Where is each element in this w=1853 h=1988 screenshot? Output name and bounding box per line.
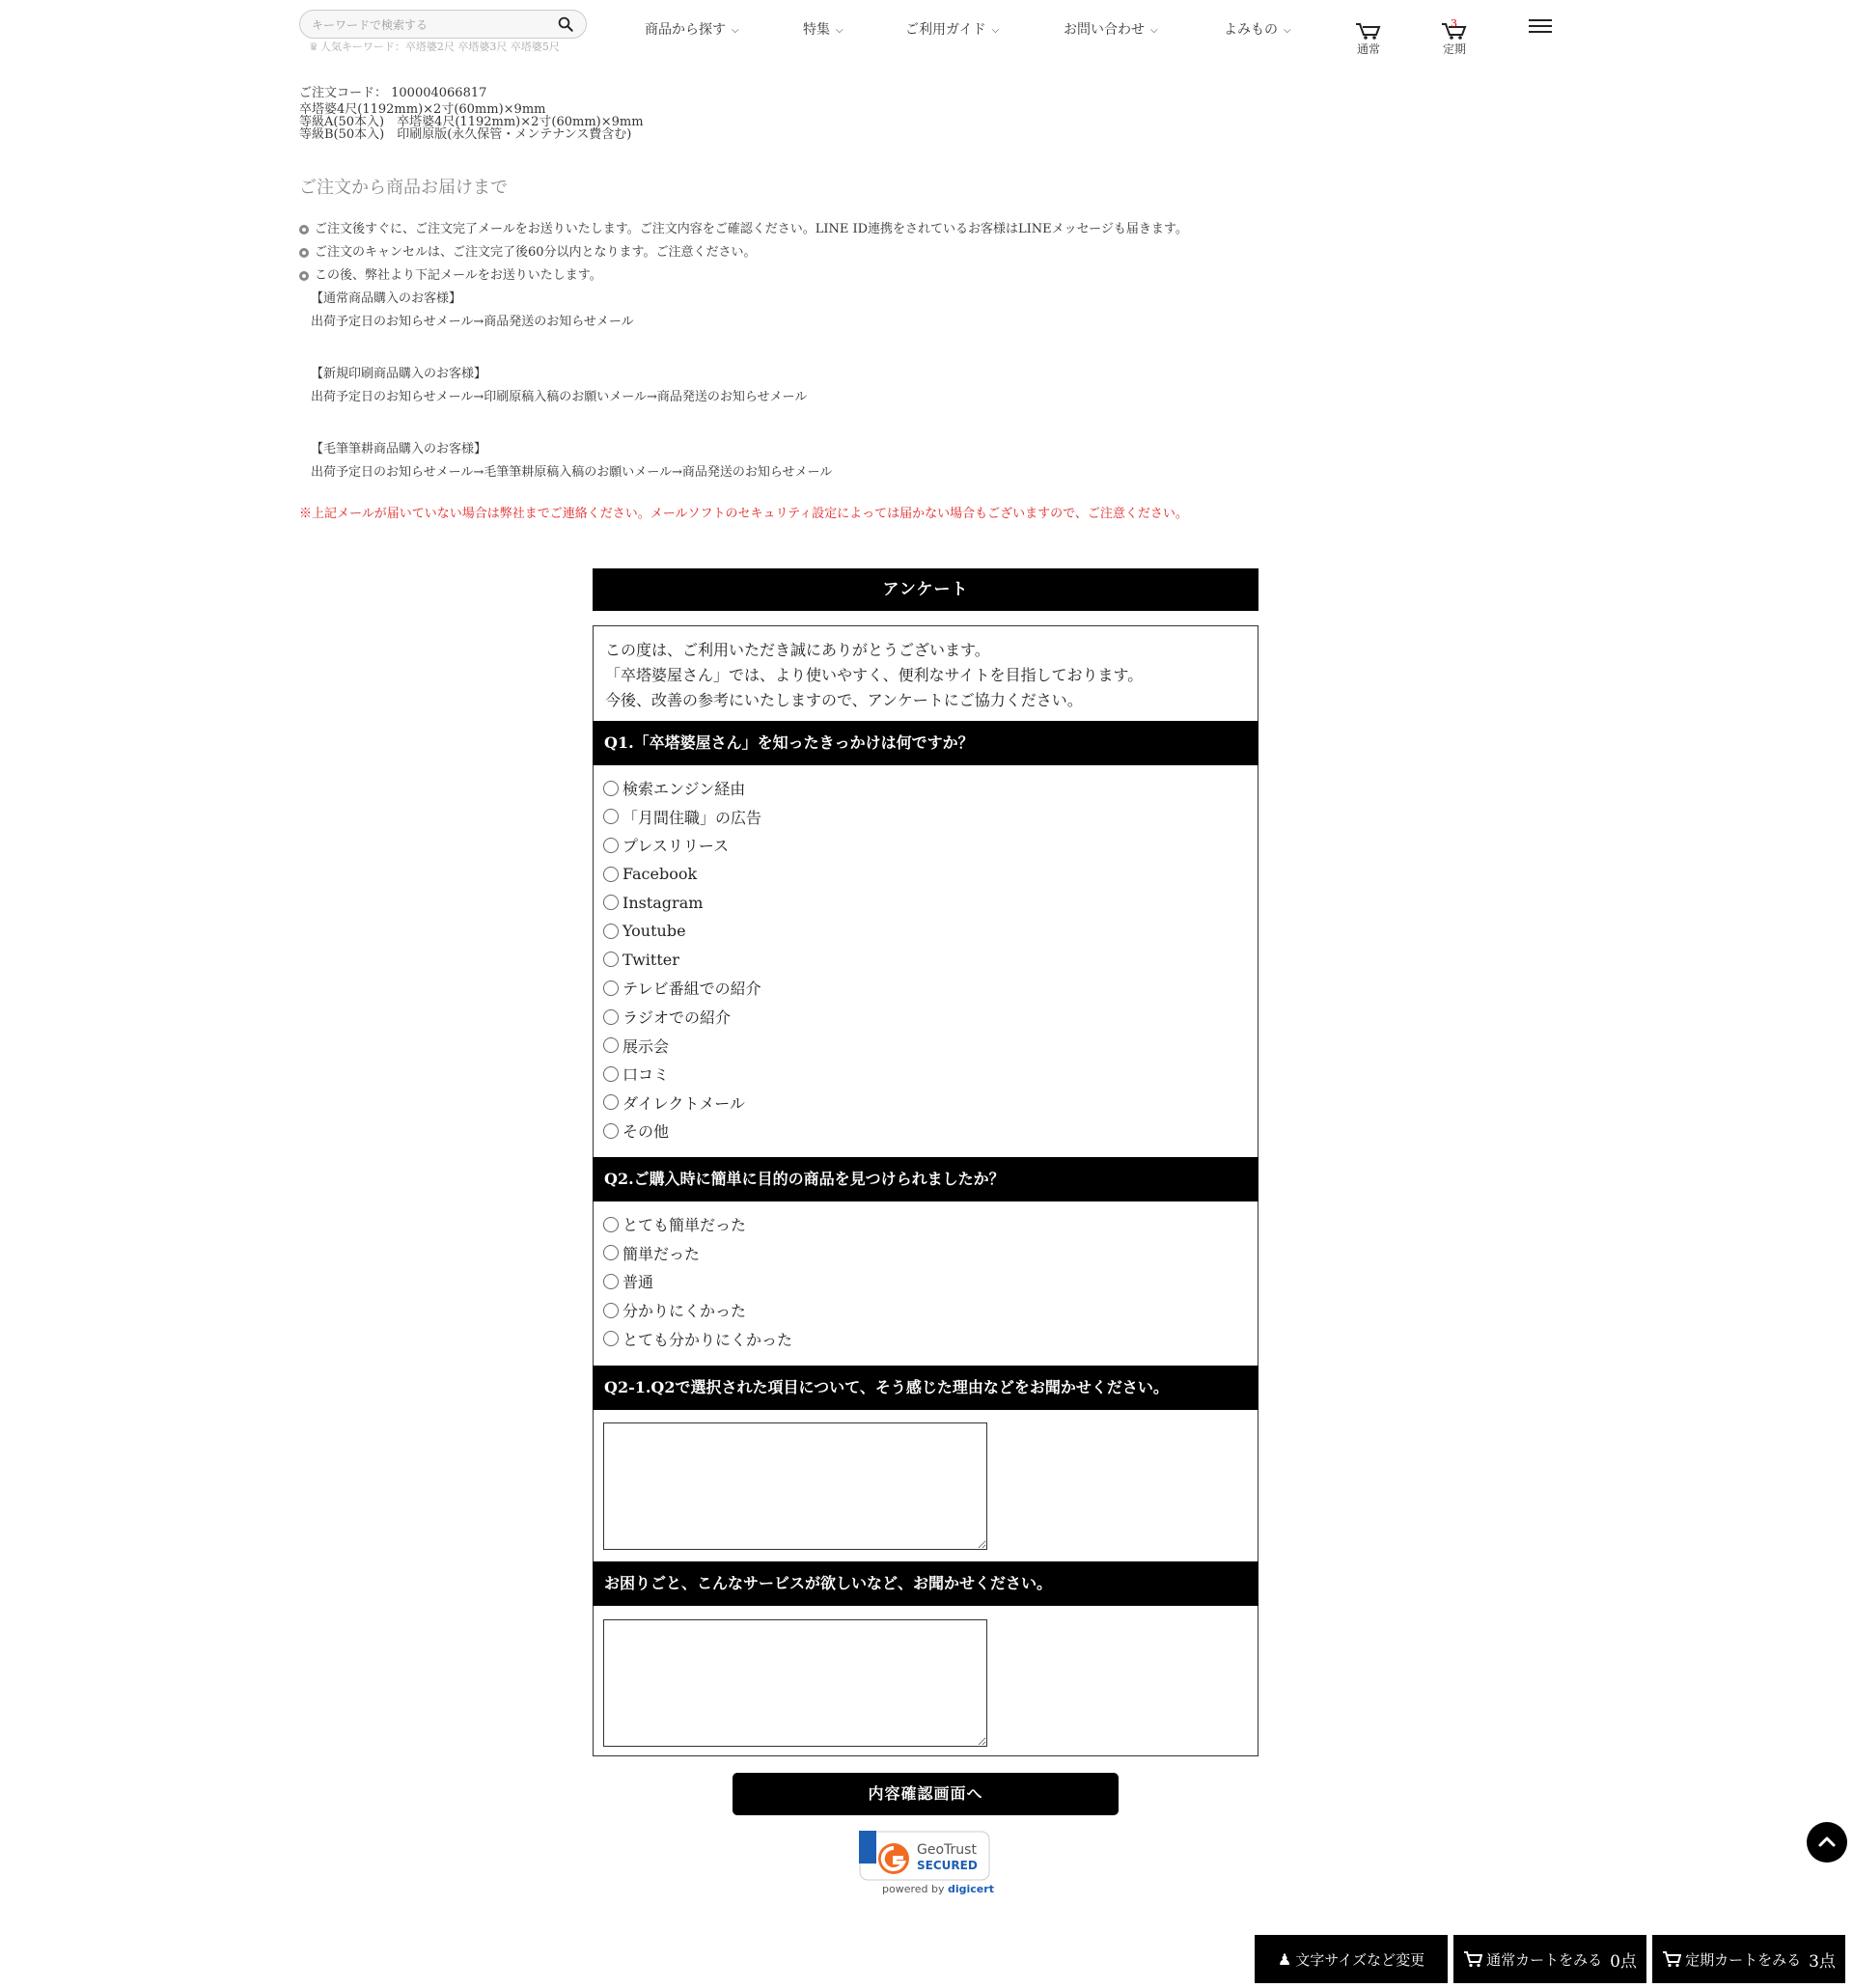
subscription-cart-link[interactable] [1435, 17, 1474, 57]
nav-features-label: 特集 [803, 22, 830, 38]
q1-option[interactable] [603, 1060, 761, 1089]
option-label: 普通 [622, 1273, 654, 1292]
scroll-to-top-button[interactable] [1807, 1822, 1847, 1863]
subscription-cart-button[interactable] [1652, 1935, 1845, 1983]
nav-reading-label: よみもの [1224, 22, 1278, 38]
subscription-cart-button-label: 定期カートをみる [1685, 1950, 1802, 1969]
nav-contact-label: お問い合わせ [1064, 22, 1145, 38]
crown-icon: ♛ [309, 41, 318, 53]
person-icon: ♟ [1277, 1949, 1292, 1969]
q2-1-label: Q2-1.Q2で選択された項目について、そう感じた理由などをお聞かせください。 [593, 1366, 1258, 1410]
geotrust-powered [882, 1883, 994, 1895]
q2-label: Q2.ご購入時に簡単に目的の商品を見つけられましたか？ [593, 1157, 1258, 1201]
cart-icon [1355, 21, 1382, 41]
option-label: 分かりにくかった [622, 1302, 747, 1321]
radio-button[interactable] [603, 1303, 619, 1318]
q1-option[interactable] [603, 1117, 761, 1146]
option-label: とても分かりにくかった [622, 1330, 793, 1349]
q2-options [603, 1210, 792, 1353]
font-size-label: 文字サイズなど変更 [1295, 1950, 1425, 1969]
digicert-text: digicert [948, 1883, 994, 1895]
flow-group-body: 出荷予定日のお知らせメール→商品発送のお知らせメール [311, 315, 634, 329]
subscription-cart-button-count: 3点 [1809, 1951, 1836, 1972]
option-label: Youtube [622, 922, 686, 941]
q2-option[interactable] [603, 1210, 792, 1239]
option-label: 「月間住職」の広告 [622, 808, 762, 827]
radio-button[interactable] [603, 1066, 619, 1082]
radio-button[interactable] [603, 1274, 619, 1289]
chevron-down-icon: ⌵ [1150, 25, 1158, 36]
flow-bullet: ご注文のキャンセルは、ご注文完了後60分以内となります。ご注意ください。 [299, 244, 1188, 267]
regular-cart-button-count: 0点 [1610, 1951, 1637, 1972]
subscription-cart-label: 定期 [1442, 42, 1466, 56]
option-label: プレスリリース [622, 837, 730, 856]
option-label: ダイレクトメール [622, 1093, 745, 1113]
option-label: 展示会 [622, 1036, 670, 1056]
q1-option[interactable] [603, 860, 761, 889]
q2-option[interactable] [603, 1267, 792, 1296]
radio-button[interactable] [603, 924, 619, 939]
svg-text:SECURED: SECURED [917, 1859, 978, 1872]
q1-option[interactable] [603, 1089, 761, 1118]
radio-button[interactable] [603, 1009, 619, 1025]
q1-option[interactable] [603, 774, 761, 803]
popular-label: 人気キーワード： [319, 41, 405, 53]
site-header [0, 0, 1853, 68]
order-item: 等級B(50本入) 印刷原版(永久保管・メンテナンス費含む) [299, 127, 632, 142]
chevron-down-icon: ⌵ [836, 25, 844, 36]
flow-group-head: 【毛筆筆耕商品購入のお客様】 [311, 442, 487, 456]
cart-icon [1463, 1950, 1482, 1968]
q1-options [603, 774, 761, 1146]
q1-option[interactable] [603, 1003, 761, 1032]
subscription-cart-count: 3 [1451, 17, 1457, 30]
q2-option[interactable] [603, 1239, 792, 1268]
search-button[interactable] [555, 14, 576, 36]
chevron-down-icon: ⌵ [732, 25, 739, 36]
radio-button[interactable] [603, 980, 619, 996]
flow-group-body: 出荷予定日のお知らせメール→印刷原稿入稿のお願いメール→商品発送のお知らせメール [311, 390, 808, 404]
option-label: その他 [622, 1122, 670, 1142]
option-label: Facebook [622, 865, 698, 884]
option-label: テレビ番組での紹介 [622, 980, 761, 999]
radio-button[interactable] [603, 1245, 619, 1260]
radio-button[interactable] [603, 1331, 619, 1346]
survey-title: アンケート [593, 568, 1258, 611]
radio-button[interactable] [603, 809, 619, 824]
radio-button[interactable] [603, 781, 619, 796]
nav-guide-label: ご利用ガイド [905, 22, 986, 38]
svg-text:GeoTrust: GeoTrust [917, 1842, 977, 1858]
survey-intro [605, 638, 1143, 713]
q2-1-textarea[interactable] [603, 1422, 987, 1550]
option-label: 検索エンジン経由 [622, 780, 746, 799]
option-label: 口コミ [622, 1065, 670, 1085]
chevron-down-icon: ⌵ [991, 25, 1000, 36]
radio-button[interactable] [603, 895, 619, 910]
popular-keyword-links[interactable]: 卒塔婆2尺 卒塔婆3尺 卒塔婆5尺 [404, 41, 560, 53]
order-info [299, 87, 644, 141]
survey-intro-line: この度は、ご利用いただき誠にありがとうございます。 [605, 641, 990, 659]
powered-text: powered by [882, 1883, 948, 1895]
q2-option[interactable] [603, 1324, 792, 1353]
q1-option[interactable] [603, 917, 761, 946]
nav-guide[interactable] [905, 19, 999, 39]
order-item: 卒塔婆4尺(1192mm)×2寸(60mm)×9mm [299, 102, 546, 117]
option-label: Twitter [622, 950, 679, 969]
nav-products-label: 商品から探す [645, 22, 726, 38]
chevron-up-icon [1807, 1822, 1847, 1863]
cart-icon [1662, 1950, 1681, 1968]
regular-cart-button[interactable] [1453, 1935, 1646, 1983]
survey-intro-line: 今後、改善の参考にいたしますので、アンケートにご協力ください。 [605, 691, 1083, 709]
search-input[interactable] [312, 14, 543, 36]
q1-option[interactable] [603, 974, 761, 1003]
option-label: 簡単だった [622, 1244, 701, 1263]
search-icon [557, 15, 574, 33]
order-code: ご注文コード： 100004066817 [299, 86, 487, 100]
flow-bullet: ご注文後すぐに、ご注文完了メールをお送りいたします。ご注文内容をご確認ください。LINE ID連携をされているお客様はLINEメッセージも届きます。 [299, 221, 1188, 244]
radio-button[interactable] [603, 1037, 619, 1053]
option-label: Instagram [622, 893, 704, 912]
q3-label: お困りごと、こんなサービスが欲しいなど、お聞かせください。 [593, 1561, 1258, 1606]
q1-option[interactable] [603, 1031, 761, 1060]
flow-group-head: 【通常商品購入のお客様】 [311, 291, 462, 306]
geotrust-logo [859, 1831, 990, 1881]
email-notice: ※上記メールが届いていない場合は弊社までご連絡ください。メールソフトのセキュリティ設定によっては届かない場合もございますので、ご注意ください。 [299, 507, 1188, 521]
chevron-down-icon: ⌵ [1284, 25, 1291, 36]
search-box [299, 10, 587, 39]
radio-button[interactable] [603, 1217, 619, 1232]
font-size-button[interactable] [1255, 1935, 1448, 1983]
flow-steps [299, 221, 1188, 482]
nav-features[interactable] [803, 19, 844, 39]
flow-group-head: 【新規印刷商品購入のお客様】 [311, 367, 487, 381]
q1-label: Q1.「卒塔婆屋さん」を知ったきっかけは何ですか？ [593, 721, 1258, 765]
flow-group-body: 出荷予定日のお知らせメール→毛筆筆耕原稿入稿のお願いメール→商品発送のお知らせメール [311, 465, 833, 480]
nav-contact[interactable] [1064, 19, 1158, 39]
confirm-button[interactable]: 内容確認画面へ [733, 1773, 1119, 1815]
regular-cart-label: 通常 [1356, 42, 1380, 56]
survey-form [593, 625, 1258, 1756]
regular-cart-link[interactable] [1349, 21, 1388, 57]
hamburger-menu-icon[interactable] [1529, 19, 1552, 39]
q1-option[interactable] [603, 946, 761, 975]
option-label: ラジオでの紹介 [622, 1008, 732, 1028]
survey-intro-line: 「卒塔婆屋さん」では、より使いやすく、便利なサイトを目指しております。 [605, 666, 1144, 684]
nav-reading[interactable] [1224, 19, 1291, 39]
radio-button[interactable] [603, 867, 619, 882]
nav-products[interactable] [645, 19, 739, 39]
flow-bullet: この後、弊社より下記メールをお送りいたします。 [299, 267, 1188, 290]
flow-title: ご注文から商品お届けまで [299, 178, 508, 198]
q1-option[interactable] [603, 831, 761, 860]
option-label: とても簡単だった [622, 1216, 747, 1235]
order-item: 等級A(50本入) 卒塔婆4尺(1192mm)×2寸(60mm)×9mm [299, 115, 644, 129]
radio-button[interactable] [603, 1123, 619, 1139]
regular-cart-button-label: 通常カートをみる [1486, 1950, 1603, 1969]
q1-option[interactable] [603, 803, 761, 832]
radio-button[interactable] [603, 838, 619, 853]
q2-option[interactable] [603, 1296, 792, 1325]
radio-button[interactable] [603, 1094, 619, 1110]
geotrust-seal[interactable] [859, 1831, 994, 1900]
q3-textarea[interactable] [603, 1619, 987, 1747]
q1-option[interactable] [603, 888, 761, 917]
radio-button[interactable] [603, 952, 619, 967]
popular-keywords [309, 39, 560, 54]
